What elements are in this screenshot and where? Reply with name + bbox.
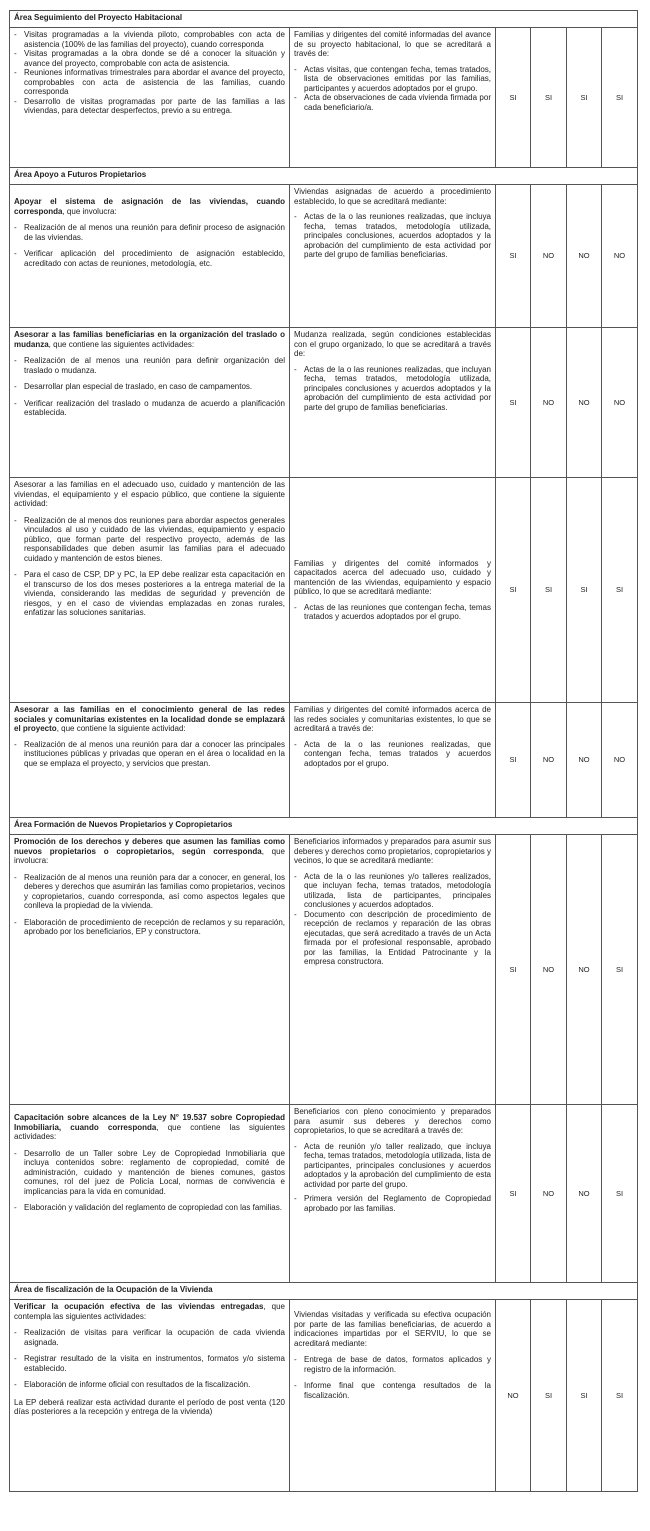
answer-cell: SI	[496, 328, 531, 478]
activities-cell	[10, 185, 290, 328]
activities-cell	[10, 1300, 290, 1492]
activity-item: - Visitas programadas a la obra donde se dé a conocer la situación y avance del proyecto, comprobable con acta de asistencia.	[14, 49, 285, 68]
table-row	[10, 1105, 638, 1283]
answer-cell: NO	[531, 703, 567, 818]
result-item: - Entrega de base de datos, formatos aplicados y registro de la información.	[294, 1355, 491, 1374]
answer-cell: SI	[531, 28, 567, 168]
table-row	[10, 328, 638, 478]
activity-item: - Realización de al menos una reunión para definir organización del traslado o mudanza.	[14, 356, 285, 375]
activity-item: - Realización de al menos dos reuniones para abordar aspectos generales vinculados al uso y cuidado de las viviendas, equipamiento y espacio público, que forman parte del respectivo proyecto, además de las responsabilidades que deben asumir las familias para el adecuado cuidado y mantención de estos bienes.	[14, 516, 285, 564]
activity-item: - Registrar resultado de la visita en instrumentos, formatos y/o sistema establecido.	[14, 1354, 285, 1373]
answer-cell: NO	[602, 185, 638, 328]
activities-cell	[10, 835, 290, 1105]
answer-cell: SI	[496, 835, 531, 1105]
activity-item: - Desarrollo de un Taller sobre Ley de Copropiedad Inmobiliaria que incluya contenidos sobre: reglamento de copropiedad, comité de administración, cuidado y mantención de bienes comunes, gastos comunes, rol del juez de Policía Local, normas de convivencia e implicancias para la vida en comunidad.	[14, 1149, 285, 1197]
activity-title-rest: , que contiene las siguientes actividades:	[48, 339, 195, 349]
answer-cell: SI	[496, 1105, 531, 1283]
answer-cell: SI	[496, 185, 531, 328]
activity-title-rest: , que involucra:	[14, 846, 286, 865]
activity-title-rest: , que contempla las siguientes actividades:	[14, 1302, 285, 1321]
activity-title: Promoción de los derechos y deberes que asumen las familias como nuevos propietarios o copropietarios, según corresponda	[14, 837, 285, 856]
table-row	[10, 703, 638, 818]
answer-cell: SI	[567, 478, 602, 703]
answer-cell: SI	[567, 28, 602, 168]
result-item: - Acta de la o las reuniones y/o talleres realizados, que incluyan fecha, temas tratados, metodología utilizada, lista de participantes, principales conclusiones y acuerdos adoptados.	[294, 872, 491, 910]
answer-cell: NO	[567, 1105, 602, 1283]
activities-cell	[10, 1105, 290, 1283]
answer-cell: SI	[602, 478, 638, 703]
results-cell	[290, 328, 496, 478]
answer-cell: SI	[496, 28, 531, 168]
results-intro: Mudanza realizada, según condiciones establecidas con el grupo organizado, lo que se acreditará a través de:	[294, 330, 491, 358]
answer-cell: NO	[531, 1105, 567, 1283]
table-row	[10, 478, 638, 703]
results-cell	[290, 703, 496, 818]
results-intro: Familias y dirigentes del comité informados acerca de las redes sociales y comunitarias existentes, lo que se acreditará a través de:	[294, 705, 491, 733]
activity-item: - Verificar aplicación del procedimiento de asignación establecido, acreditado con actas de reuniones, metodología, etc.	[14, 249, 285, 268]
result-item: - Actas visitas, que contengan fecha, temas tratados, lista de observaciones emitidas por las familias, participantes y acuerdos adoptados por el grupo.	[294, 65, 491, 94]
result-item: - Actas de la o las reuniones realizadas, que incluya fecha, temas tratados, metodología utilizada, principales conclusiones, acuerdos adoptados y la aprobación del cumplimiento de esta actividad por parte del grupo de familias beneficiarias.	[294, 212, 491, 260]
answer-cell: NO	[531, 185, 567, 328]
table-row	[10, 1300, 638, 1492]
activity-item: - Desarrollar plan especial de traslado, en caso de campamentos.	[14, 382, 285, 392]
answer-cell: SI	[531, 1300, 567, 1492]
answer-cell: NO	[602, 703, 638, 818]
section-heading: Área de fiscalización de la Ocupación de la Vivienda	[10, 1283, 638, 1300]
activity-item: - Para el caso de CSP, DP y PC, la EP debe realizar esta capacitación en el transcurso de los dos meses posteriores a la entrega material de la vivienda, considerando las medidas de seguridad y prevención de riesgos, y en el caso de viviendas emplazadas en zonas rurales, enfatizar las soluciones sanitarias.	[14, 570, 285, 618]
results-intro: Beneficiarios con pleno conocimiento y preparados para asumir sus deberes y derechos como copropietarios, lo que se acreditará a través de:	[294, 1107, 491, 1135]
result-item: - Acta de reunión y/o taller realizado, que incluya fecha, temas tratados, metodología utilizada, lista de participantes, principales conclusiones y acuerdos adoptados y la aprobación del cumplimiento de esta actividad por parte del grupo.	[294, 1142, 491, 1190]
results-cell	[290, 478, 496, 703]
answer-cell: NO	[567, 835, 602, 1105]
activity-title-rest: , que contiene las siguientes actividades:	[14, 1122, 285, 1141]
result-item: - Primera versión del Reglamento de Copropiedad aprobado por las familias.	[294, 1194, 491, 1213]
result-item: - Actas de las reuniones que contengan fecha, temas tratados y acuerdos adoptados por el grupo.	[294, 603, 491, 622]
answer-cell: SI	[531, 478, 567, 703]
answer-cell: NO	[496, 1300, 531, 1492]
activities-cell	[10, 28, 290, 168]
table-row	[10, 28, 638, 168]
answer-cell: SI	[602, 1105, 638, 1283]
table-row	[10, 185, 638, 328]
results-cell	[290, 1105, 496, 1283]
answer-cell: NO	[602, 328, 638, 478]
activity-title: Apoyar el sistema de asignación de las viviendas, cuando corresponda	[14, 197, 285, 216]
activity-item: - Verificar realización del traslado o mudanza de acuerdo a planificación establecida.	[14, 399, 285, 418]
answer-cell: NO	[531, 328, 567, 478]
activity-item: - Realización de al menos una reunión para dar a conocer, en general, los deberes y derechos que asumirán las familias como propietarios, vecinos y copropietarios, cuando corresponda, así como aspectos legales que conlleva la propiedad de la vivienda.	[14, 873, 285, 911]
result-item: - Acta de observaciones de cada vivienda firmada por cada beneficiario/a.	[294, 93, 491, 112]
activity-title-rest: , que involucra:	[62, 206, 117, 216]
results-intro: Viviendas asignadas de acuerdo a procedimiento establecido, lo que se acreditará mediante:	[294, 187, 491, 206]
answer-cell: SI	[567, 1300, 602, 1492]
activities-cell	[10, 478, 290, 703]
activity-title: Verificar la ocupación efectiva de las viviendas entregadas	[14, 1302, 264, 1311]
activity-title-rest: , que contiene la siguiente actividad:	[56, 724, 186, 733]
answer-cell: NO	[567, 185, 602, 328]
activity-item: - Reuniones informativas trimestrales para abordar el avance del proyecto, comprobables con acta de asistencia de las familias, cuando corresponda	[14, 68, 285, 97]
activity-item: - Realización de al menos una reunión para definir proceso de asignación de las viviendas.	[14, 223, 285, 242]
answer-cell: NO	[567, 703, 602, 818]
table-row	[10, 835, 638, 1105]
section-heading: Área Apoyo a Futuros Propietarios	[10, 168, 638, 185]
activity-item: - Elaboración de procedimiento de recepción de reclamos y su reparación, aprobado por los beneficiarios, EP y constructora.	[14, 918, 285, 937]
answer-cell: SI	[496, 478, 531, 703]
activity-item: - Desarrollo de visitas programadas por parte de las familias a las viviendas, para detectar desperfectos, previo a su entrega.	[14, 97, 285, 116]
activities-cell	[10, 328, 290, 478]
activity-title: Asesorar a las familias en el conocimiento general de las redes sociales y comunitarias existentes en la localidad donde se emplazará el proyecto	[14, 705, 285, 733]
result-item: - Informe final que contenga resultados de la fiscalización.	[294, 1381, 491, 1400]
answer-cell: SI	[602, 835, 638, 1105]
answer-cell: SI	[602, 28, 638, 168]
section-heading: Área Seguimiento del Proyecto Habitacional	[10, 11, 638, 28]
activity-title: Capacitación sobre alcances de la Ley N° 19.537 sobre Copropiedad Inmobiliaria, cuando corresponda	[14, 1113, 285, 1132]
activity-item: - Realización de visitas para verificar la ocupación de cada vivienda asignada.	[14, 1328, 285, 1347]
activity-item: - Visitas programadas a la vivienda piloto, comprobables con acta de asistencia (100% de las familias del proyecto), cuando corresponda	[14, 30, 285, 49]
activity-item: - Elaboración y validación del reglamento de copropiedad con las familias.	[14, 1203, 285, 1213]
activities-cell	[10, 703, 290, 818]
activity-note: La EP deberá realizar esta actividad durante el período de post venta (120 días posteriores a la recepción y entrega de la vivienda)	[14, 1397, 285, 1416]
results-cell	[290, 835, 496, 1105]
section-heading: Área Formación de Nuevos Propietarios y Copropietarios	[10, 818, 638, 835]
answer-cell: SI	[602, 1300, 638, 1492]
activity-item: - Realización de al menos una reunión para dar a conocer las principales instituciones públicas y privadas que operan en el área o localidad en la que se emplaza el proyecto, y servicios que prestan.	[14, 740, 285, 769]
results-intro: Familias y dirigentes del comité informados y capacitados acerca del adecuado uso, cuidado y mantención de las viviendas, equipamiento y espacio público, lo que se acreditará mediante:	[294, 558, 491, 596]
answer-cell: NO	[531, 835, 567, 1105]
results-cell	[290, 28, 496, 168]
result-item: - Actas de la o las reuniones realizadas, que incluyan fecha, temas tratados, metodología utilizada, principales conclusiones y acuerdos adoptados y la aprobación del cumplimiento de esta actividad por parte del grupo de familias beneficiarias.	[294, 365, 491, 413]
answer-cell: SI	[496, 703, 531, 818]
requirements-document	[9, 10, 637, 1492]
activity-title: Asesorar a las familias beneficiarias en la organización del traslado o mudanza	[14, 330, 285, 349]
results-intro: Beneficiarios informados y preparados para asumir sus deberes y derechos como propietarios, copropietarios y vecinos, lo que se acreditará mediante:	[294, 837, 491, 865]
answer-cell: NO	[567, 328, 602, 478]
activity-title-rest: Asesorar a las familias en el adecuado uso, cuidado y mantención de las viviendas, el equipamiento y el espacio público, que contiene la siguiente actividad:	[14, 480, 285, 508]
activity-item: - Elaboración de informe oficial con resultados de la fiscalización.	[14, 1380, 285, 1390]
result-item: - Acta de la o las reuniones realizadas, que contengan fecha, temas tratados y acuerdos adoptados por el grupo.	[294, 740, 491, 769]
results-cell	[290, 185, 496, 328]
result-item: - Documento con descripción de procedimiento de recepción de reclamos y reparación de las obras ejecutadas, que será acreditado a través de un Acta firmada por el profesional responsable, aprobado por las familias, la Entidad Patrocinante y la empresa constructora.	[294, 910, 491, 967]
results-intro: Familias y dirigentes del comité informadas del avance de su proyecto habitacional, lo que se acreditará a través de:	[294, 30, 491, 58]
results-intro: Viviendas visitadas y verificada su efectiva ocupación por parte de las familias beneficiarias, de acuerdo a indicaciones impartidas por el SERVIU, lo que se acreditará mediante:	[294, 1310, 491, 1348]
activities-table	[9, 10, 638, 1492]
results-cell	[290, 1300, 496, 1492]
